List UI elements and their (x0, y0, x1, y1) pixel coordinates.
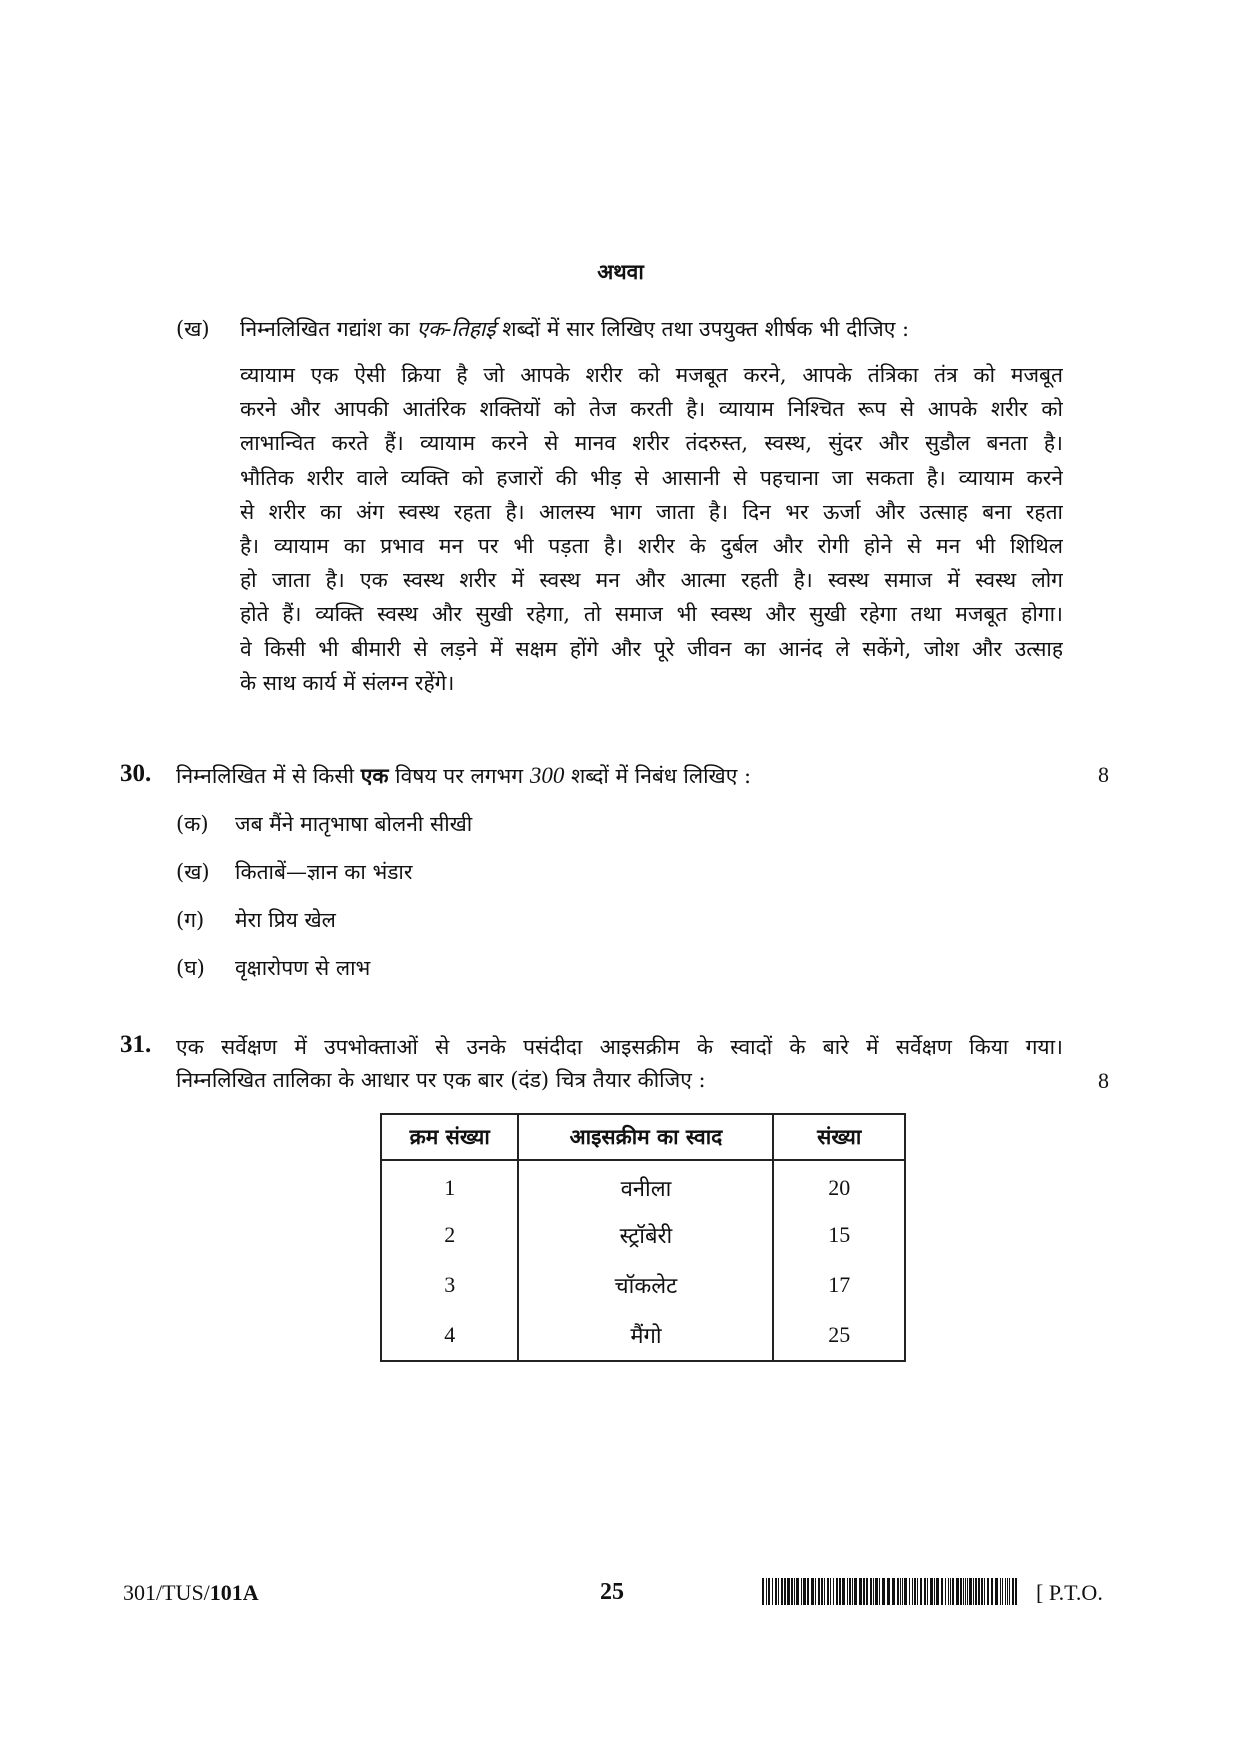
q30-word-count: 300 (529, 763, 565, 788)
q31-line1: एक सर्वेक्षण में उपभोक्ताओं से उनके पसंदीदा आइसक्रीम के स्वादों के बारे में सर्वेक्षण किया गया। (176, 1035, 1063, 1059)
table-cell: चॉकलेट (518, 1260, 773, 1310)
table-header: क्रम संख्या (381, 1114, 518, 1160)
q31-marks: 8 (1098, 1068, 1109, 1093)
q29b-instruction-post: शब्दों में सार लिखिए तथा उपयुक्त शीर्षक भी दीजिए : (495, 317, 910, 341)
table-cell: मैंगो (518, 1310, 773, 1361)
passage-line: के साथ कार्य में संलग्न रहेंगे। (240, 670, 455, 695)
q29b-label: (ख) (176, 317, 210, 341)
q30-marks: 8 (1098, 762, 1109, 787)
paper-code-pre: 301/TUS/ (123, 1580, 210, 1605)
table-cell: 25 (828, 1322, 851, 1347)
table-cell: 2 (381, 1210, 518, 1260)
passage-line: से शरीर का अंग स्वस्थ रहता है। आलस्य भाग जाता है। दिन भर ऊर्जा और उत्साह बना रहता (240, 499, 1063, 524)
q29b-instruction (240, 315, 909, 343)
pto-label: [ P.T.O. (1036, 1580, 1103, 1605)
table-row (381, 1310, 905, 1361)
passage-line: व्यायाम एक ऐसी क्रिया है जो आपके शरीर को मजबूत करने, आपके तंत्रिका तंत्र को मजबूत (240, 363, 1063, 387)
q29b-instruction-em: एक-तिहाई (416, 317, 496, 341)
q30-text-post: शब्दों में निबंध लिखिए : (564, 764, 752, 788)
icecream-table (380, 1113, 906, 1362)
passage-line: हो जाता है। एक स्वस्थ शरीर में स्वस्थ मन और आत्मा रहती है। स्वस्थ समाज में स्वस्थ लोग (240, 568, 1063, 593)
table-cell: 1 (381, 1160, 518, 1210)
q29b-instruction-pre: निम्नलिखित गद्यांश का (240, 317, 417, 341)
passage-line: होते हैं। व्यक्ति स्वस्थ और सुखी रहेगा, तो समाज भी स्वस्थ और सुखी रहेगा तथा मजबूत होगा। (240, 602, 1063, 627)
table-header: आइसक्रीम का स्वाद (518, 1114, 773, 1160)
table-cell: 15 (828, 1222, 851, 1247)
or-heading: अथवा (597, 259, 644, 284)
q30-option-label: (ग) (176, 908, 205, 932)
q30-number: 30. (120, 760, 152, 787)
passage-line: करने और आपकी आतंरिक शक्तियों को तेज करती है। व्यायाम निश्चित रूप से आपके शरीर को (240, 397, 1063, 422)
passage-line: भौतिक शरीर वाले व्यक्ति को हजारों की भीड़ से आसानी से पहचाना जा सकता है। व्यायाम करने (240, 465, 1063, 490)
table-cell: 17 (828, 1272, 851, 1297)
table-cell: 3 (381, 1260, 518, 1310)
q30-option-text: किताबें—ज्ञान का भंडार (235, 860, 413, 884)
table-cell: वनीला (518, 1160, 773, 1210)
paper-code (123, 1580, 259, 1606)
q30-option-text: वृक्षारोपण से लाभ (235, 956, 371, 980)
table-row (381, 1210, 905, 1260)
paper-code-bold: 101A (209, 1580, 259, 1605)
q30-text-pre: निम्नलिखित में से किसी (176, 764, 361, 788)
passage-line: लाभान्वित करते हैं। व्यायाम करने से मानव शरीर तंदरुस्त, स्वस्थ, सुंदर और सुडौल बनता है। (240, 431, 1063, 456)
q30-text (176, 762, 751, 790)
table-header-row (381, 1114, 905, 1160)
table-header: संख्या (773, 1114, 905, 1160)
q30-option-label: (क) (176, 812, 209, 836)
q30-option-label: (ख) (176, 860, 210, 884)
table-cell: स्ट्रॉबेरी (518, 1210, 773, 1260)
q31-line2: निम्नलिखित तालिका के आधार पर एक बार (दंड) चित्र तैयार कीजिए : (176, 1068, 706, 1092)
q30-option-text: जब मैंने मातृभाषा बोलनी सीखी (235, 812, 473, 836)
table-cell: 20 (828, 1175, 851, 1200)
passage-line: है। व्यायाम का प्रभाव मन पर भी पड़ता है। शरीर के दुर्बल और रोगी होने से मन भी शिथिल (240, 533, 1063, 558)
passage (240, 358, 1063, 700)
page-number: 25 (600, 1579, 624, 1605)
table-row (381, 1260, 905, 1310)
q31-number: 31. (120, 1031, 152, 1058)
barcode-icon (762, 1578, 1018, 1605)
table-row (381, 1160, 905, 1210)
q30-text-bold: एक (360, 763, 389, 788)
table-cell: 4 (381, 1310, 518, 1361)
passage-line: वे किसी भी बीमारी से लड़ने में सक्षम होंगे और पूरे जीवन का आनंद ले सकेंगे, जोश और उत्साह (240, 636, 1063, 661)
q30-text-mid: विषय पर लगभग (388, 764, 530, 788)
q30-option-text: मेरा प्रिय खेल (235, 908, 336, 932)
q30-option-label: (घ) (176, 956, 205, 980)
